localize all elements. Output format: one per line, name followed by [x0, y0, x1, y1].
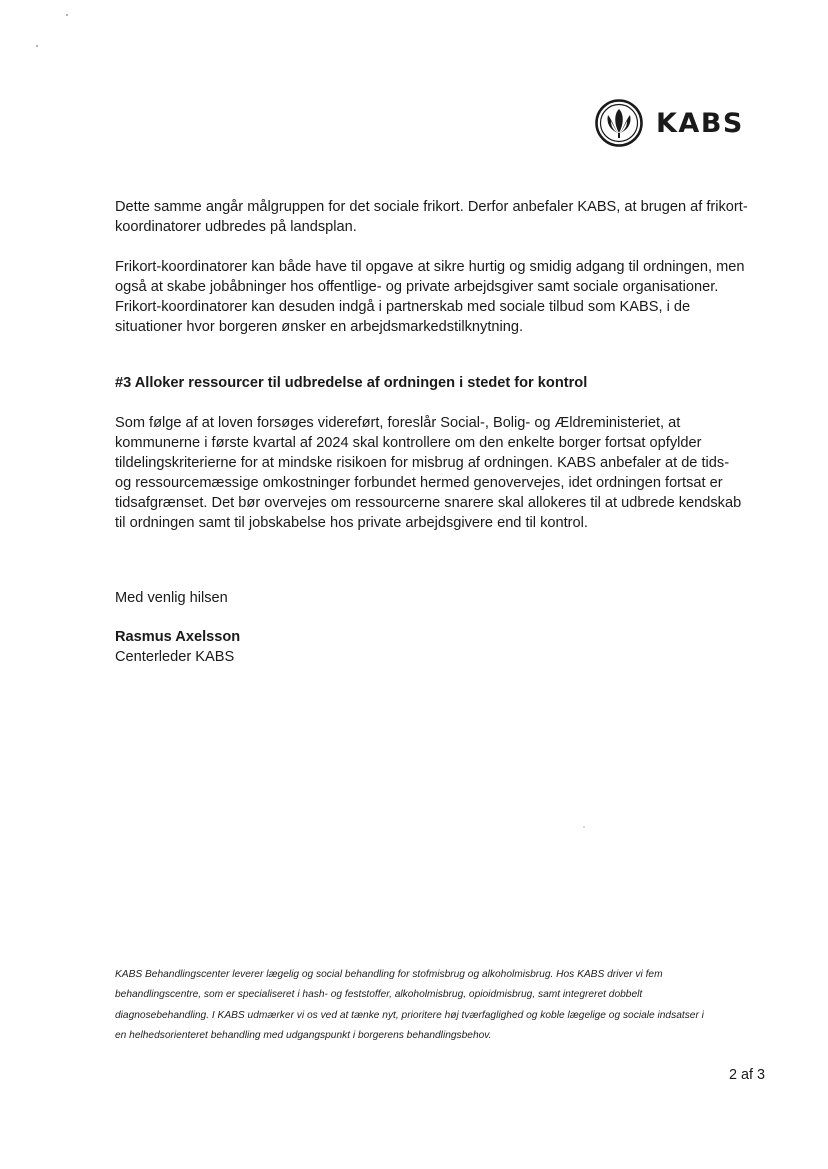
text-line: Frikort-koordinatorer kan både have til opgave at sikre hurtig og smidig adgang til ordningen, men — [115, 259, 745, 275]
kabs-logo — [594, 98, 744, 148]
paragraph-frikort-koordinatorer-role — [115, 257, 775, 337]
footer-line: en helhedsorienteret behandling med udgangspunkt i borgerens behandlingsbehov. — [115, 1029, 492, 1041]
text-line: Frikort-koordinatorer kan desuden indgå i partnerskab med sociale tilbud som KABS, i de — [115, 299, 691, 315]
footer-note — [115, 965, 765, 1046]
text-line: Som følge af at loven forsøges videreført, foreslår Social-, Bolig- og Ældreministeriet, at — [115, 415, 681, 431]
section-paragraph — [115, 413, 775, 533]
text-line: tildelingskriterierne for at mindske risikoen for misbrug af ordningen. KABS anbefaler at de tids- — [115, 455, 730, 471]
text-line: kommunerne i første kvartal af 2024 skal kontrollere om den enkelte borger fortsat opfylder — [115, 435, 702, 451]
scan-speck — [36, 45, 38, 47]
footer-line: diagnosebehandling. I KABS udmærker vi os ved at tænke nyt, prioritere høj tværfaglighed og koble lægelige og sociale indsatser i — [115, 1009, 704, 1021]
text-line: også at skabe jobåbninger hos offentlige- og private arbejdsgiver samt sociale organisationer. — [115, 279, 719, 295]
logo-wordmark: KABS — [656, 107, 744, 139]
text-line: til ordningen samt til jobskabelse hos private arbejdsgivere end til kontrol. — [115, 515, 588, 531]
text-line: Dette samme angår målgruppen for det sociale frikort. Derfor anbefaler KABS, at brugen af frikort- — [115, 199, 748, 215]
text-line: situationer hvor borgeren ønsker en arbejdsmarkedstilknytning. — [115, 319, 524, 335]
footer-line: behandlingscentre, som er specialiseret i hash- og feststoffer, alkoholmisbrug, opioidmisbrug, samt integreret dobbelt — [115, 989, 643, 1001]
scan-speck — [66, 14, 68, 16]
text-line: og ressourcemæssige omkostninger forbundet hermed genovervejes, idet ordningen fortsat er — [115, 475, 723, 491]
paragraph-frikort-koordinatorer-intro — [115, 197, 775, 237]
tulip-emblem-icon — [594, 98, 644, 148]
signer-title: Centerleder KABS — [115, 649, 235, 665]
section-heading: #3 Alloker ressourcer til udbredelse af ordningen i stedet for kontrol — [115, 375, 588, 391]
closing-greeting: Med venlig hilsen — [115, 590, 228, 606]
page-number: 2 af 3 — [729, 1067, 766, 1083]
signer-name: Rasmus Axelsson — [115, 629, 241, 645]
footer-line: KABS Behandlingscenter leverer lægelig og social behandling for stofmisbrug og alkoholmisbrug. Hos KABS driver vi fem — [115, 969, 663, 980]
text-line: tidsafgrænset. Det bør overvejes om ressourcerne snarere skal allokeres til at udbrede kendskab — [115, 495, 742, 511]
scan-speck — [583, 826, 585, 828]
text-line: koordinatorer udbredes på landsplan. — [115, 219, 357, 235]
